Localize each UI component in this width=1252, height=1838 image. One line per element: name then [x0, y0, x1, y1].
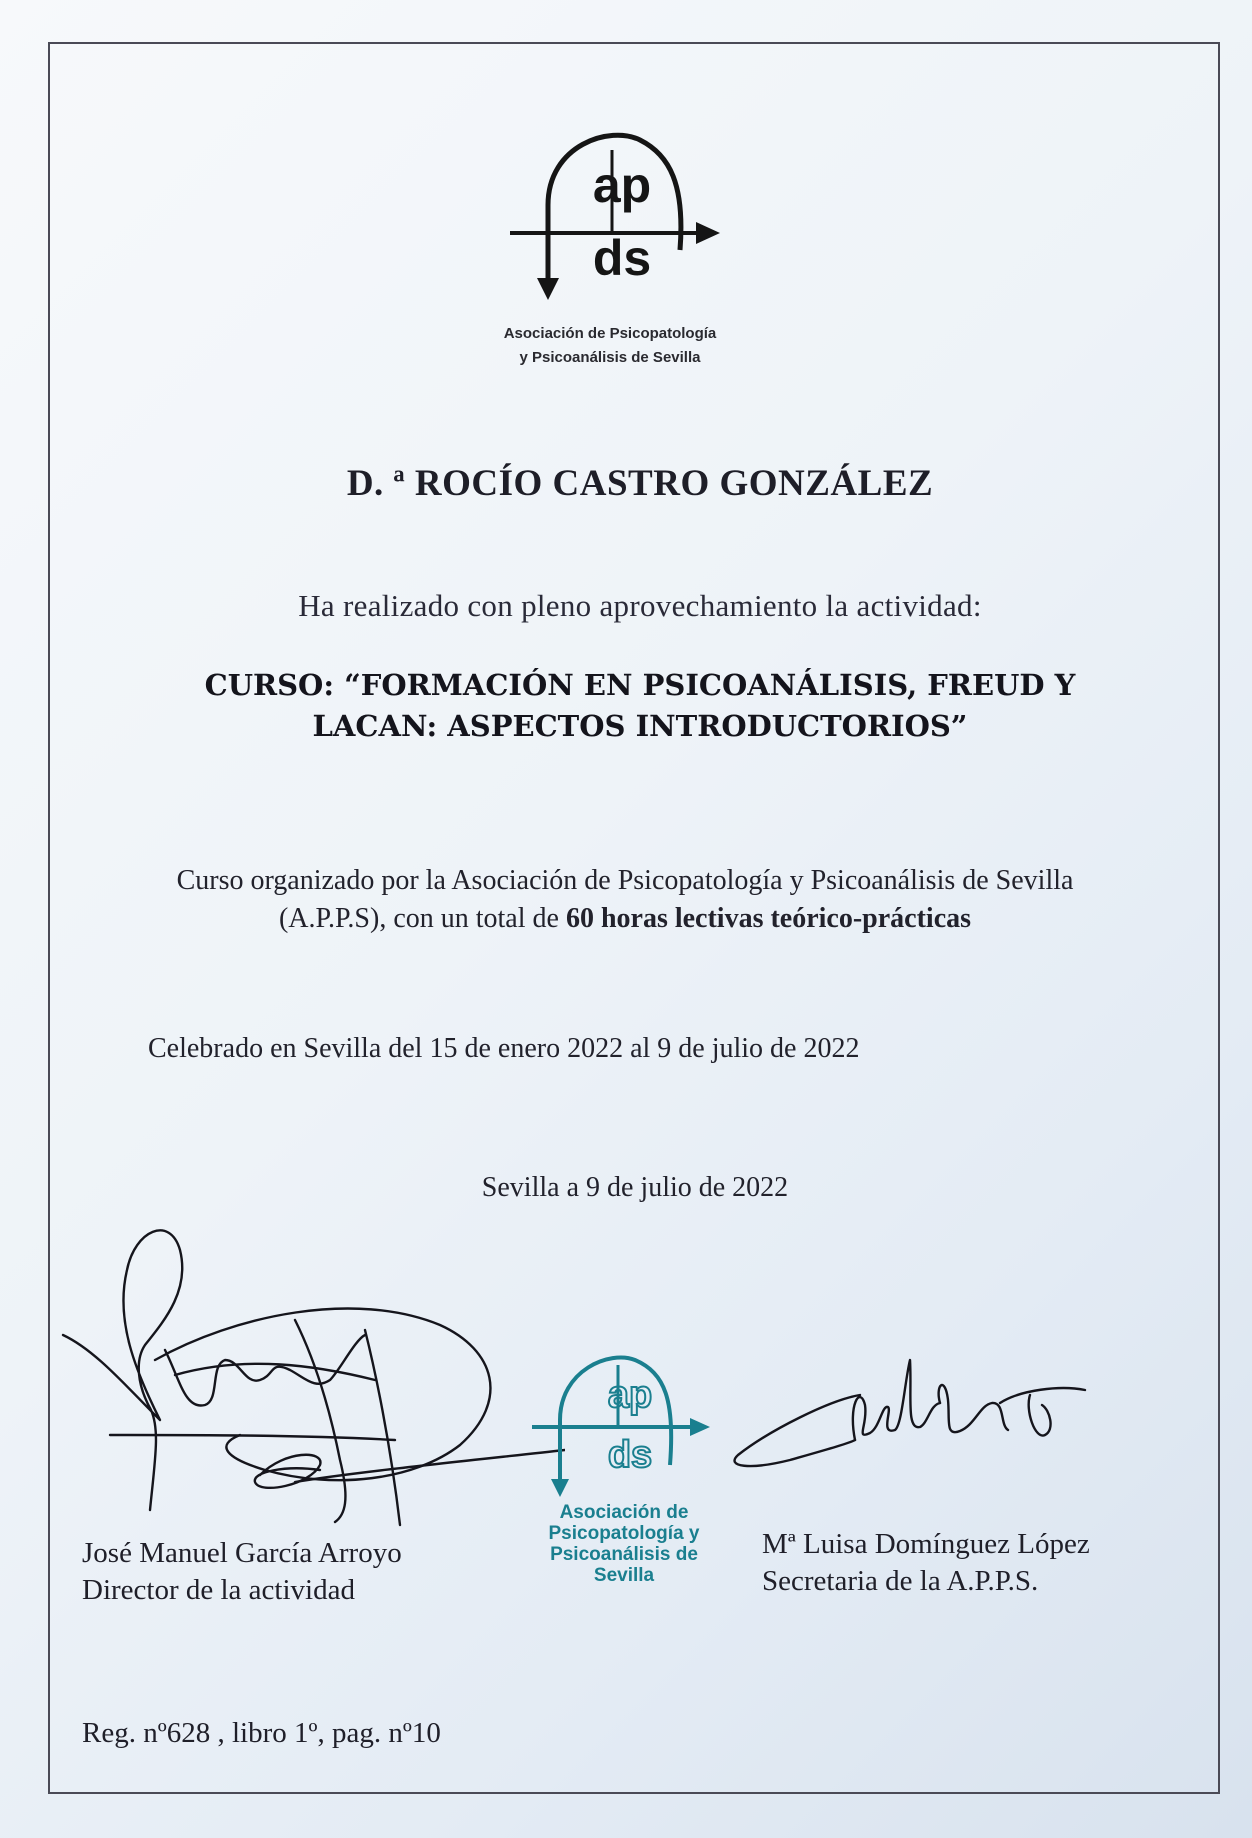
- apps-logo: [500, 130, 730, 300]
- stamp-caption-line2: Psicopatología y: [548, 1523, 700, 1544]
- logo-caption: [440, 322, 780, 370]
- organized-line2-prefix: (A.P.P.S), con un total de: [278, 903, 566, 934]
- course-title-line1: CURSO: “FORMACIÓN EN PSICOANÁLISIS, FREUD Y: [204, 668, 1076, 702]
- course-title: [120, 665, 1160, 747]
- director-role: Director de la actividad: [82, 1574, 355, 1606]
- stamp-caption-line3: Psicoanálisis de: [550, 1544, 698, 1565]
- director-signature: [55, 1210, 565, 1540]
- secretary-name: Mª Luisa Domínguez López: [762, 1528, 1090, 1560]
- secretary-signature: [730, 1345, 1090, 1485]
- intro-text: Ha realizado con pleno aprovechamiento la actividad:: [298, 588, 982, 623]
- celebrated-text: Celebrado en Sevilla del 15 de enero 2022 al 9 de julio de 2022: [148, 1033, 860, 1064]
- organized-line2: [70, 900, 1180, 938]
- stamp-caption-line1: Asociación de: [559, 1502, 689, 1523]
- secretary-role: Secretaria de la A.P.P.S.: [762, 1565, 1039, 1597]
- place-date: Sevilla a 9 de julio de 2022: [481, 1172, 789, 1203]
- stamp-caption-line4: Sevilla: [593, 1565, 655, 1586]
- secretary-block: [762, 1526, 1182, 1600]
- stamp-caption: [520, 1502, 728, 1586]
- apps-stamp: [520, 1345, 720, 1505]
- stamp-bottom-text: ds: [607, 1434, 653, 1476]
- logo-top-text: ap: [592, 157, 652, 213]
- stamp-top-text: ap: [607, 1374, 653, 1416]
- course-title-line2: LACAN: ASPECTOS INTRODUCTORIOS”: [312, 709, 968, 743]
- logo-bottom-text: ds: [592, 230, 652, 286]
- logo-caption-line2: y Psicoanálisis de Sevilla: [519, 349, 701, 366]
- logo-caption-line1: Asociación de Psicopatología: [503, 325, 717, 342]
- organized-hours: 60 horas lectivas teórico-prácticas: [565, 903, 972, 934]
- registry-number: Reg. nº628 , libro 1º, pag. nº10: [82, 1717, 441, 1749]
- director-name: José Manuel García Arroyo: [82, 1537, 402, 1569]
- recipient-name: D. ª ROCÍO CASTRO GONZÁLEZ: [346, 463, 934, 504]
- organized-line1: Curso organizado por la Asociación de Psicopatología y Psicoanálisis de Sevilla: [176, 865, 1074, 896]
- organized-text: [70, 862, 1180, 938]
- director-block: [82, 1535, 512, 1609]
